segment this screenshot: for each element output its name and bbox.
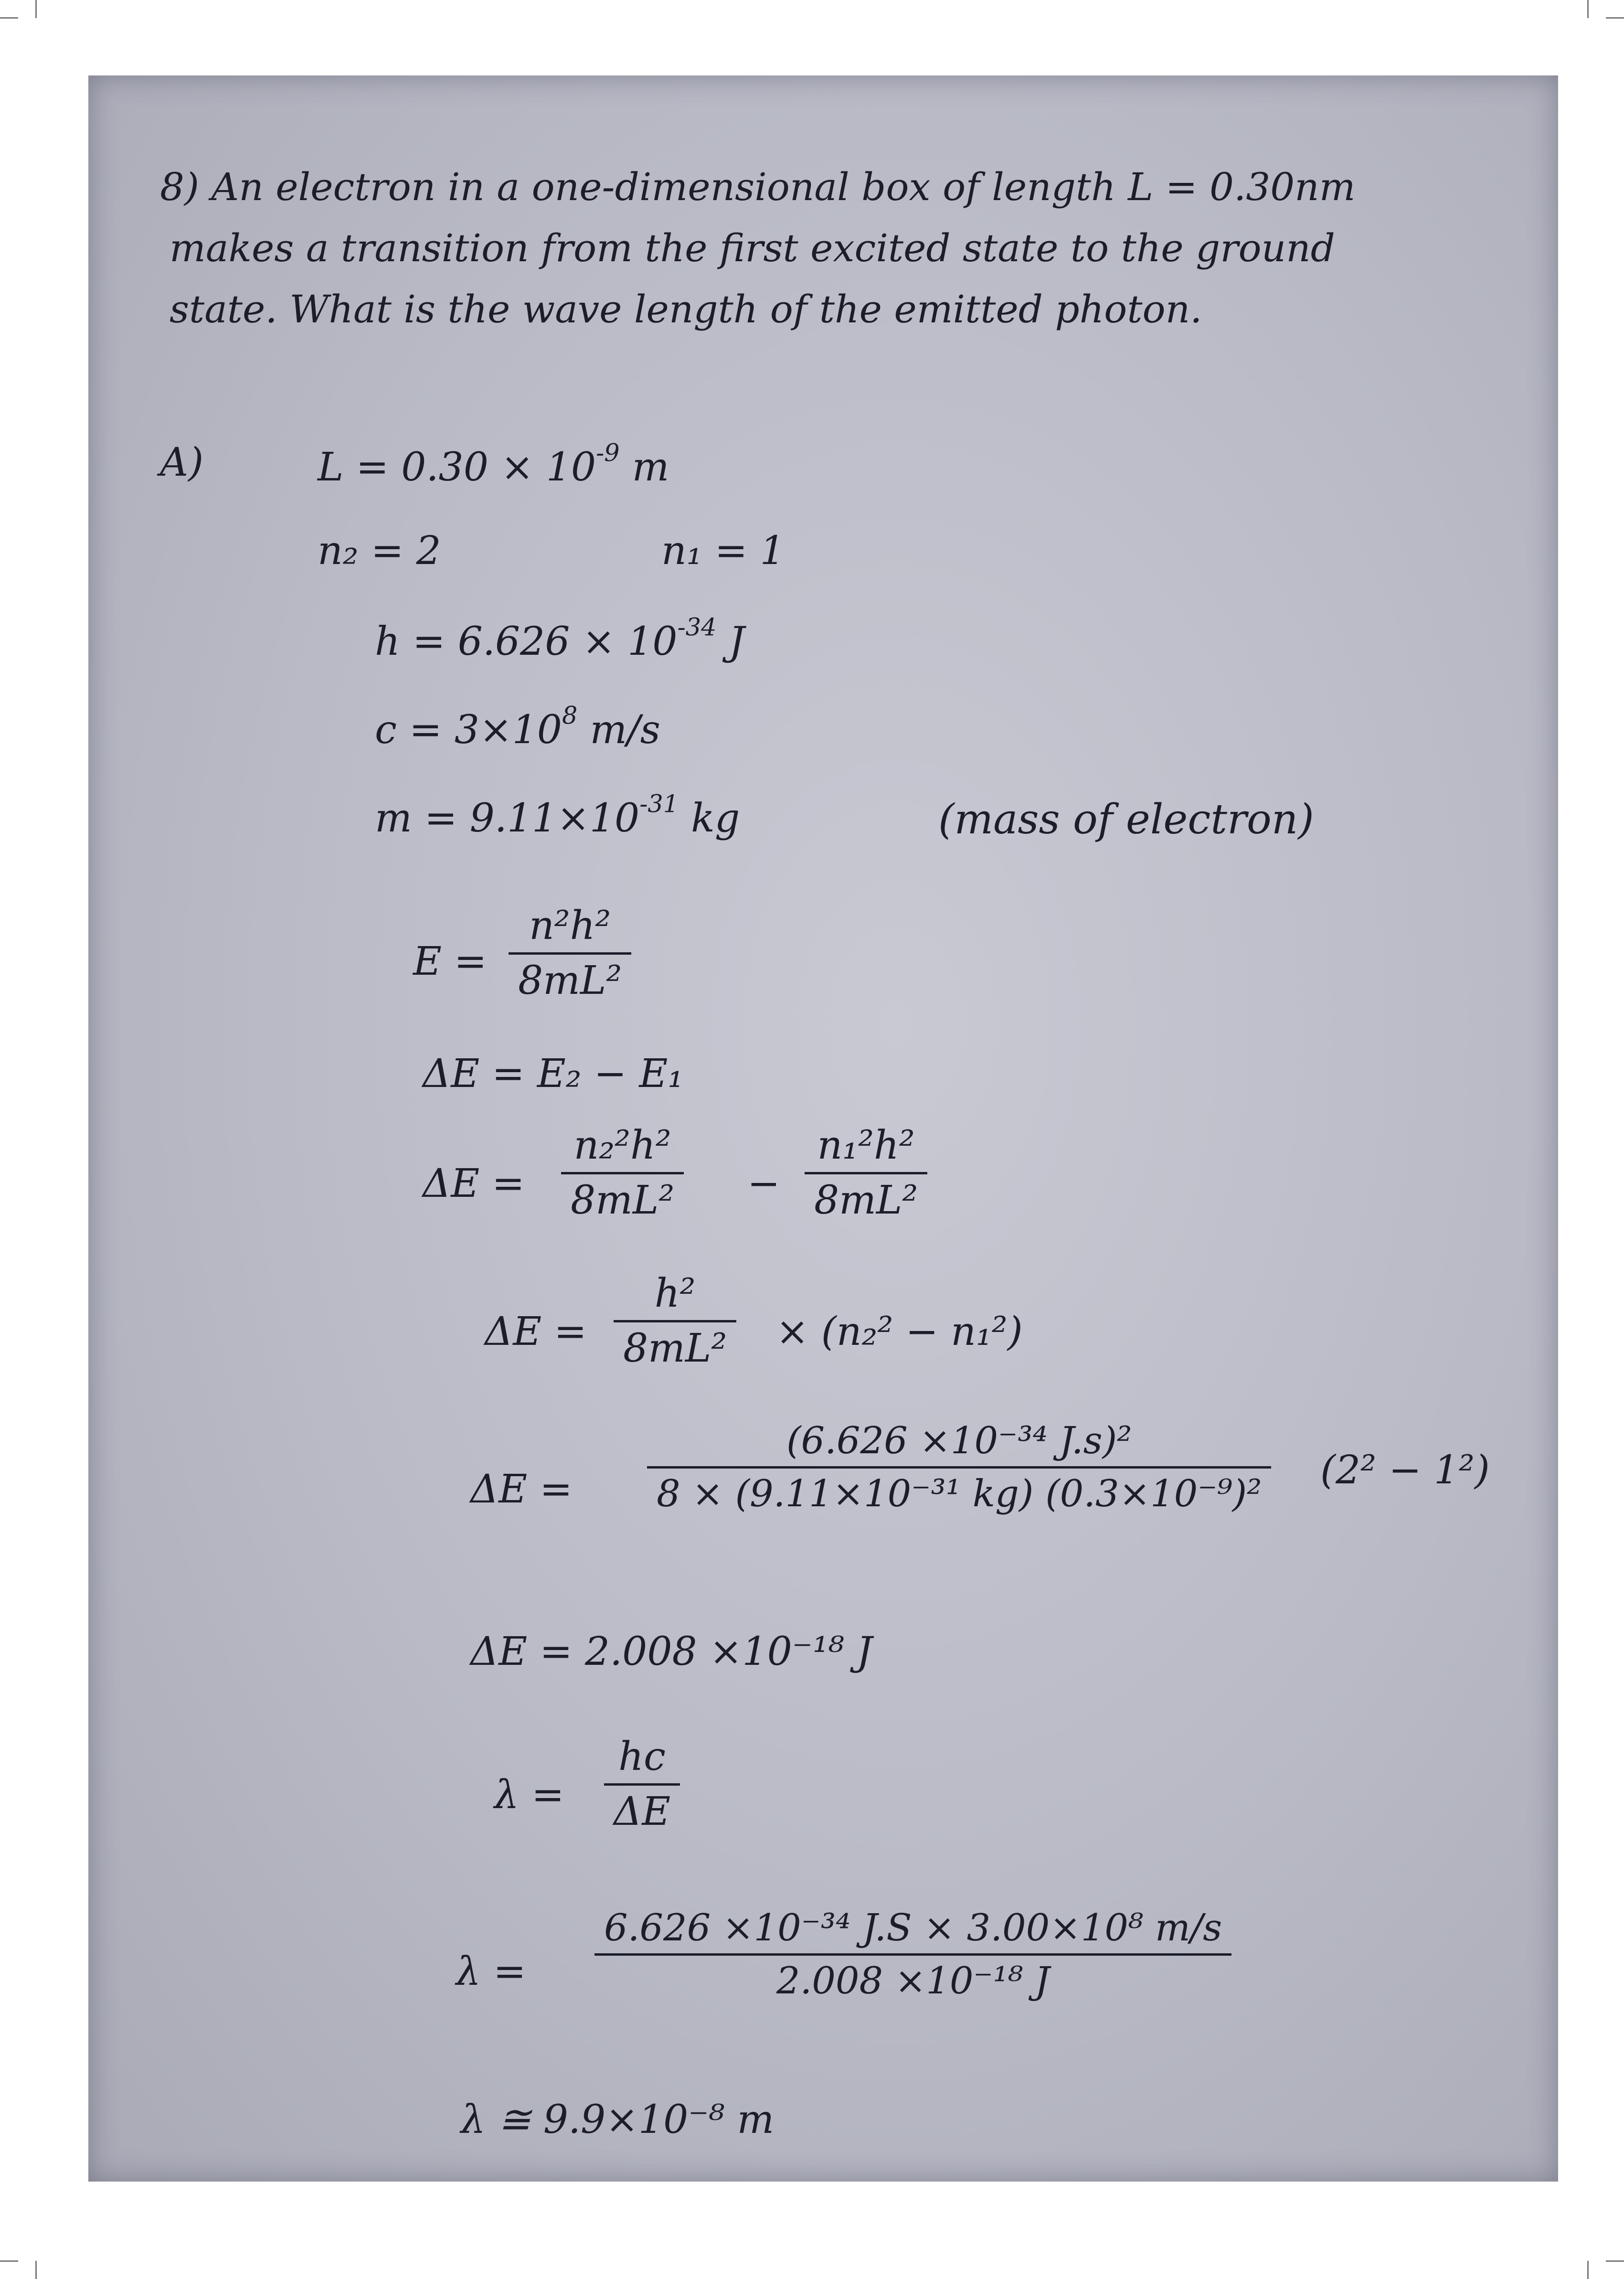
energy-fraction — [509, 903, 631, 1003]
wavelength-substituted-lhs: λ = — [456, 1949, 526, 1994]
delta-e-fraction-2: n₁²h² 8mL² — [805, 1126, 927, 1220]
delta-e-substituted-fraction: (6.626 ×10⁻³⁴ J.s)² 8 × (9.11×10⁻³¹ kg) (0.3×10⁻⁹)² — [647, 1422, 1271, 1512]
minus-sign: − — [747, 1161, 780, 1206]
question-text — [160, 157, 1487, 340]
answer-label: A) — [160, 440, 204, 485]
crop-mark — [17, 0, 37, 18]
crop-mark — [0, 17, 18, 19]
delta-e-factored-lhs: ΔE = — [485, 1309, 587, 1354]
given-length: $L = 0.30 \times 10^{-9}$ m — [318, 438, 669, 490]
energy-lhs: E = — [413, 939, 487, 984]
crop-mark — [0, 2260, 18, 2262]
wavelength-fraction: hc ΔE — [604, 1737, 680, 1832]
crop-mark — [1587, 2261, 1607, 2279]
question-line: state. What is the wave length of the emitted photon. — [170, 287, 1202, 331]
question-line: makes a transition from the first excited state to the ground — [170, 226, 1335, 270]
crop-mark — [1587, 0, 1607, 18]
denominator: 8mL² — [518, 958, 622, 1003]
delta-e-substituted-rhs: (2² − 1²) — [1320, 1448, 1490, 1493]
wavelength-lhs: λ = — [494, 1772, 564, 1818]
wavelength-result: λ ≅ 9.9×10⁻⁸ m — [461, 2097, 775, 2142]
wavelength-substituted-fraction: 6.626 ×10⁻³⁴ J.S × 3.00×10⁸ m/s 2.008 ×10⁻¹⁸ J — [594, 1909, 1231, 2000]
crop-mark — [17, 2261, 37, 2279]
given-electron-mass: $m = 9.11\times 10^{-31}$ kg — [375, 789, 740, 841]
delta-e-expanded-lhs: ΔE = — [423, 1161, 525, 1206]
delta-e-definition: ΔE = E₂ − E₁ — [423, 1051, 684, 1097]
given-n1: n₁ = 1 — [661, 528, 785, 574]
delta-e-factored-fraction: h² 8mL² — [614, 1274, 736, 1368]
delta-e-factored-rhs: × (n₂² − n₁²) — [776, 1309, 1023, 1354]
numerator: n²h² — [529, 903, 611, 948]
handwritten-sheet — [88, 75, 1558, 2182]
mass-note: (mass of electron) — [938, 796, 1314, 843]
given-light-speed: $c = 3\times 10^8$ m/s — [375, 701, 660, 753]
question-line: 8) An electron in a one-dimensional box of length L = 0.30nm — [160, 165, 1356, 209]
delta-e-fraction-1: n₂²h² 8mL² — [561, 1126, 684, 1220]
delta-e-result: ΔE = 2.008 ×10⁻¹⁸ J — [470, 1629, 872, 1674]
crop-mark — [1606, 2260, 1624, 2262]
delta-e-substituted-lhs: ΔE = — [470, 1467, 573, 1512]
given-planck: $h = 6.626 \times 10^{-34}$ J — [375, 613, 745, 664]
crop-mark — [1606, 17, 1624, 19]
given-n2: n₂ = 2 — [318, 528, 441, 574]
